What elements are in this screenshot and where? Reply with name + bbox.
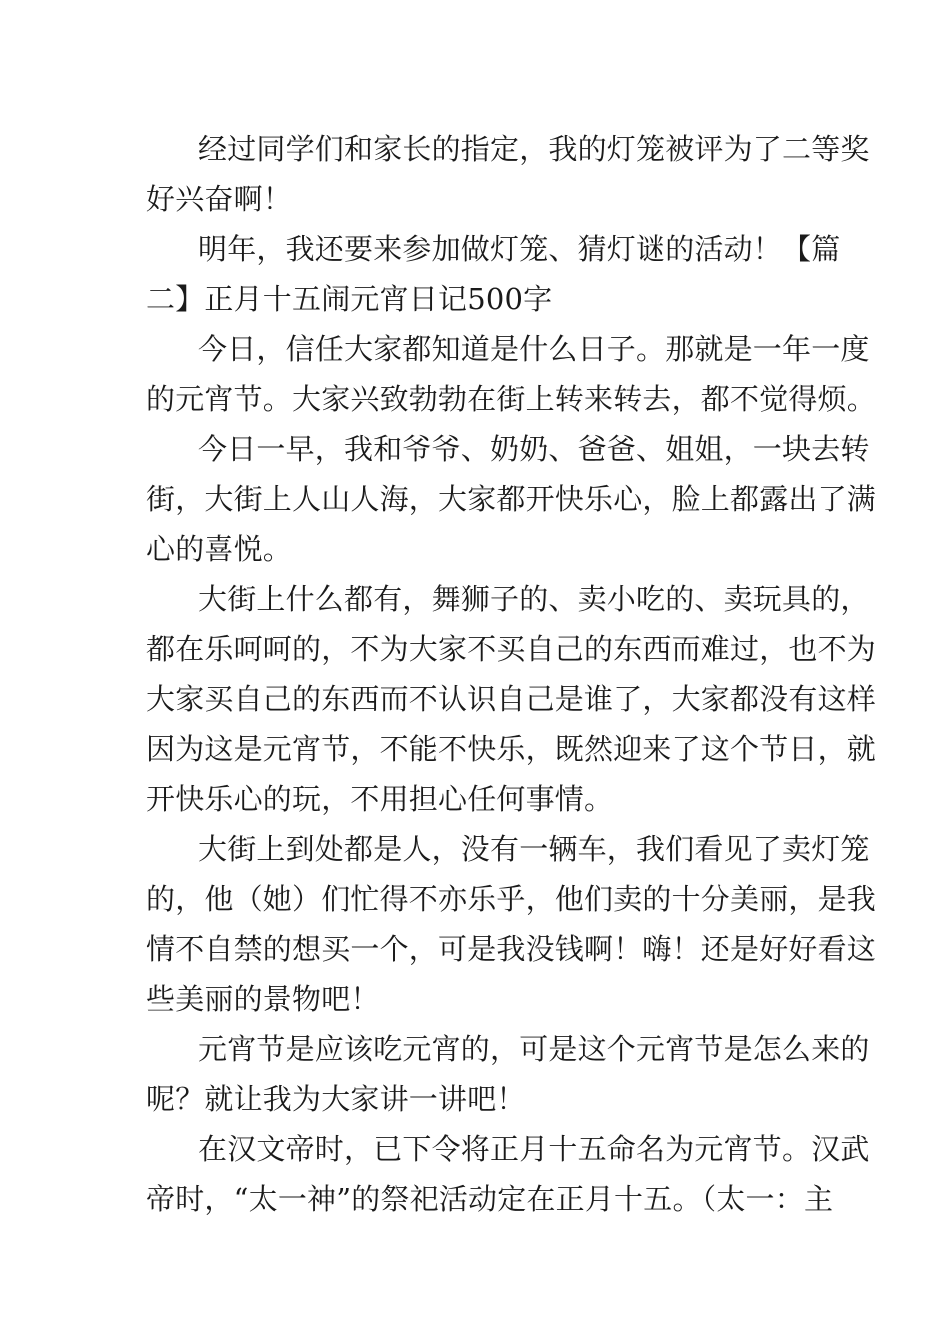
text-line: 好兴奋啊！ (146, 182, 293, 216)
text-line: 大街上到处都是人，没有一辆车，我们看见了卖灯笼 (198, 832, 870, 866)
text-line: 心的喜悦。 (146, 532, 293, 566)
text-line: 大家买自己的东西而不认识自己是谁了，大家都没有这样 (146, 682, 877, 716)
text-line: 今日，信任大家都知道是什么日子。那就是一年一度 (198, 332, 870, 366)
text-line: 情不自禁的想买一个，可是我没钱啊！嗨！还是好好看这 (146, 932, 877, 966)
text-line: 因为这是元宵节，不能不快乐，既然迎来了这个节日，就 (146, 732, 877, 766)
text-line: 些美丽的景物吧！ (146, 982, 380, 1016)
text-line: 二】正月十五闹元宵日记500字 (146, 282, 553, 316)
text-line: 今日一早，我和爷爷、奶奶、爸爸、姐姐，一块去转 (198, 432, 870, 466)
text-line: 的元宵节。大家兴致勃勃在街上转来转去，都不觉得烦。 (146, 382, 877, 416)
text-line: 都在乐呵呵的，不为大家不买自己的东西而难过，也不为 (146, 632, 877, 666)
text-line: 明年，我还要来参加做灯笼、猜灯谜的活动！【篇 (198, 232, 841, 266)
text-line: 开快乐心的玩，不用担心任何事情。 (146, 782, 614, 816)
text-line: 经过同学们和家长的指定，我的灯笼被评为了二等奖 (198, 132, 870, 166)
text-line: 元宵节是应该吃元宵的，可是这个元宵节是怎么来的 (198, 1032, 870, 1066)
text-line: 的，他（她）们忙得不亦乐乎，他们卖的十分美丽，是我 (146, 882, 877, 916)
text-line: 呢？就让我为大家讲一讲吧！ (146, 1082, 526, 1116)
text-line: 街，大街上人山人海，大家都开快乐心，脸上都露出了满 (146, 482, 877, 516)
text-line: 帝时，“太一神”的祭祀活动定在正月十五。（太一：主 (146, 1182, 834, 1216)
text-line: 大街上什么都有，舞狮子的、卖小吃的、卖玩具的， (198, 582, 870, 616)
text-line: 在汉文帝时，已下令将正月十五命名为元宵节。汉武 (198, 1132, 870, 1166)
